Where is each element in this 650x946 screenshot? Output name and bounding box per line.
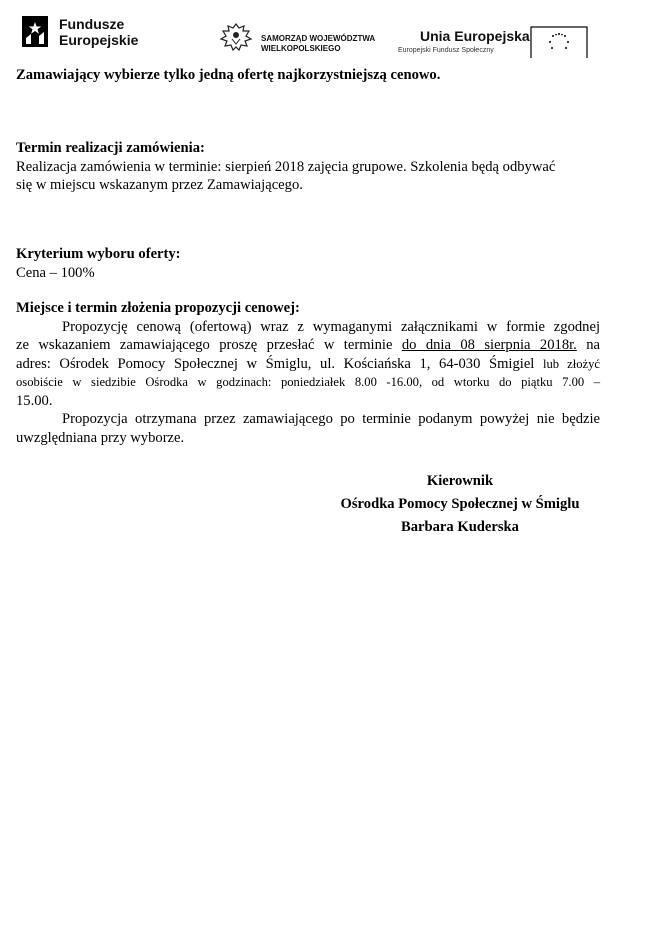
logo-fe-line2: Europejskie bbox=[59, 32, 139, 48]
signature-block bbox=[300, 470, 620, 539]
eagle-crest-icon bbox=[218, 22, 254, 52]
p1-line2-text: ze wskazaniem zamawiającego proszę przesłać w terminie bbox=[16, 337, 393, 353]
logo-ue-title: Unia Europejska bbox=[420, 28, 530, 44]
miejsce-heading: Miejsce i termin złożenia propozycji cenowej: bbox=[16, 300, 300, 316]
logo-fe-line1: Fundusze bbox=[59, 16, 125, 32]
kryterium-heading: Kryterium wyboru oferty: bbox=[16, 246, 181, 262]
section-kryterium bbox=[16, 245, 600, 282]
eu-flag-icon bbox=[530, 26, 588, 58]
logo-wlkp-line1: SAMORZĄD WOJEWÓDZTWA bbox=[261, 34, 376, 43]
termin-heading: Termin realizacji zamówienia: bbox=[16, 140, 205, 156]
p1-line2-end: na bbox=[586, 337, 601, 353]
unia-europejska-label bbox=[398, 28, 530, 54]
miejsce-p1-line-4: osobiście w siedzibie Ośrodka w godzinach: poniedziałek 8.00 -16.00, od wtorku do piątku 7.00 – bbox=[16, 375, 600, 389]
miejsce-p1-line-1: Propozycję cenową (ofertową) wraz z wymaganymi załącznikami w formie zgodnej bbox=[62, 318, 600, 335]
miejsce-p1-line-2 bbox=[16, 336, 600, 355]
fundusze-europejskie-label bbox=[59, 16, 138, 48]
logo-ue-subtitle: Europejski Fundusz Społeczny bbox=[398, 47, 494, 54]
intro-statement: Zamawiający wybierze tylko jedną ofertę najkorzystniejszą cenowo. bbox=[16, 67, 441, 83]
fundusze-europejskie-mark-icon bbox=[22, 14, 48, 49]
signature-institution: Ośrodka Pomocy Społecznej w Śmiglu bbox=[340, 496, 580, 512]
section-termin bbox=[16, 139, 600, 195]
p1-line3-end: lub złożyć bbox=[542, 356, 600, 371]
signature-role: Kierownik bbox=[426, 473, 494, 489]
termin-line-2: się w miejscu wskazanym przez Zamawiającego. bbox=[16, 177, 303, 193]
signature-name: Barbara Kuderska bbox=[401, 519, 519, 535]
miejsce-p1-line-5: 15.00. bbox=[16, 392, 53, 409]
miejsce-p1-line-3 bbox=[16, 355, 600, 374]
miejsce-p2-line-1: Propozycja otrzymana przez zamawiającego po terminie podanym powyżej nie będzie bbox=[62, 411, 600, 427]
page-header bbox=[0, 0, 650, 58]
termin-line-1: Realizacja zamówienia w terminie: sierpień 2018 zajęcia grupowe. Szkolenia będą odbywać bbox=[16, 158, 556, 175]
p1-line3-address: adres: Ośrodek Pomocy Społecznej w Śmiglu, ul. Kościańska 1, 64-030 Śmigiel bbox=[16, 355, 535, 372]
miejsce-p2-line-2: uwzględniana przy wyborze. bbox=[16, 429, 185, 446]
section-miejsce bbox=[16, 299, 600, 447]
kryterium-value: Cena – 100% bbox=[16, 264, 95, 281]
wielkopolska-label bbox=[261, 34, 375, 54]
deadline-date: do dnia 08 sierpnia 2018r. bbox=[401, 337, 577, 353]
logo-wlkp-line2: WIELKOPOLSKIEGO bbox=[261, 44, 341, 53]
